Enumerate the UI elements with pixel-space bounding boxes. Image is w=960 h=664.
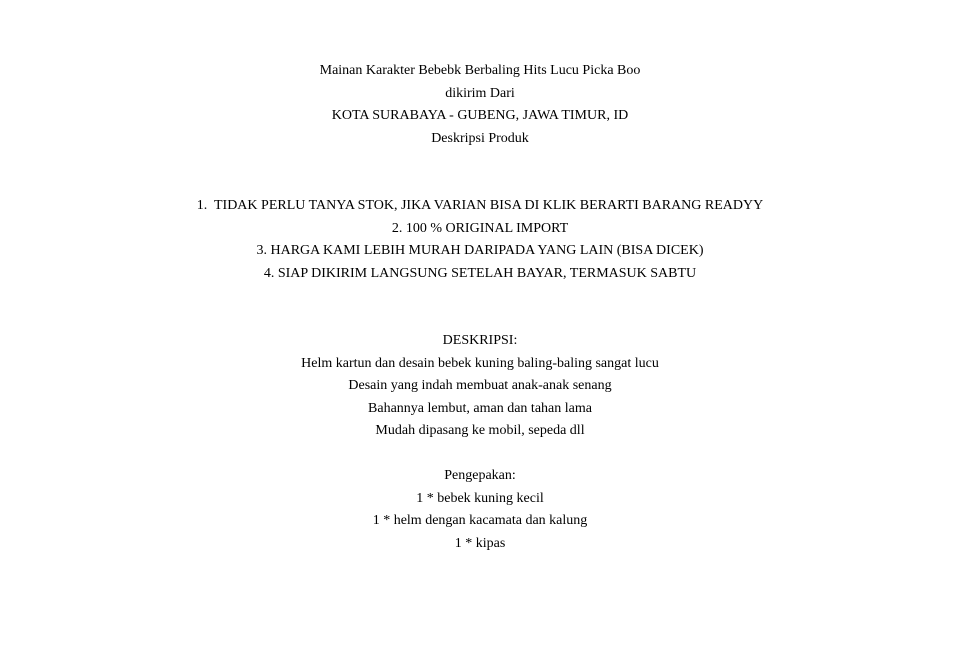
shipped-from-label: dikirim Dari <box>445 85 515 101</box>
packaging-item: 1 * bebek kuning kecil <box>416 490 544 506</box>
deskripsi-heading: DESKRIPSI: <box>442 333 518 348</box>
packaging-heading: Pengepakan: <box>444 468 516 483</box>
shipped-from-location: KOTA SURABAYA - GUBENG, JAWA TIMUR, ID <box>331 108 629 123</box>
note-item: 2. 100 % ORIGINAL IMPORT <box>391 220 569 236</box>
description-line: Bahannya lembut, aman dan tahan lama <box>368 400 592 416</box>
note-item: 4. SIAP DIKIRIM LANGSUNG SETELAH BAYAR, TERMASUK SABTU <box>263 265 697 281</box>
spacer <box>0 150 960 195</box>
packaging-item: 1 * kipas <box>454 535 506 551</box>
description-heading: Deskripsi Produk <box>431 130 529 146</box>
spacer <box>0 285 960 330</box>
description-line: Desain yang indah membuat anak-anak senang <box>348 378 612 393</box>
packaging-item: 1 * helm dengan kacamata dan kalung <box>372 513 588 528</box>
description-line: Helm kartun dan desain bebek kuning baling-baling sangat lucu <box>301 355 659 371</box>
note-item: 1. TIDAK PERLU TANYA STOK, JIKA VARIAN BISA DI KLIK BERARTI BARANG READYY <box>196 198 764 213</box>
product-description-document <box>0 60 960 555</box>
note-item: 3. HARGA KAMI LEBIH MURAH DARIPADA YANG LAIN (BISA DICEK) <box>256 243 704 258</box>
product-title: Mainan Karakter Bebebk Berbaling Hits Lucu Picka Boo <box>319 63 641 78</box>
description-line: Mudah dipasang ke mobil, sepeda dll <box>375 423 585 438</box>
spacer <box>0 443 960 466</box>
